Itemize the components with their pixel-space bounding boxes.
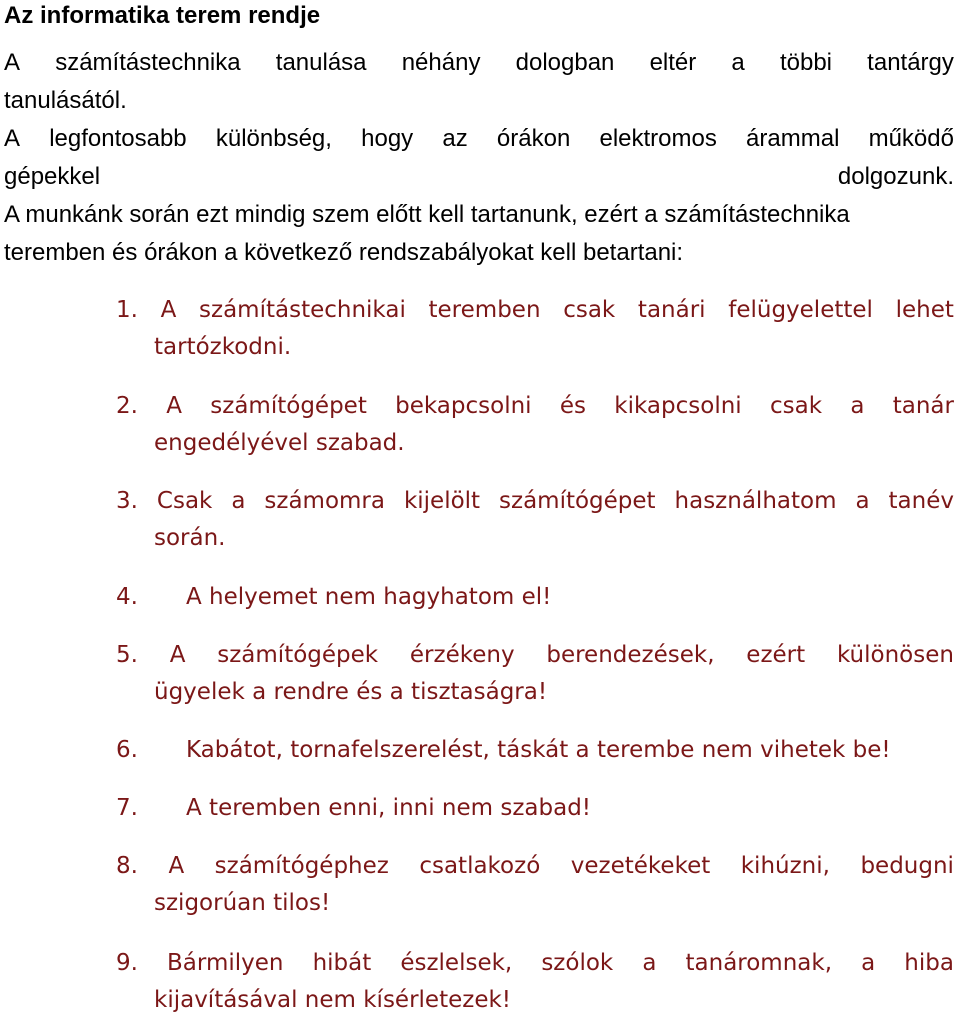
rule-word: lehet [895,297,954,323]
rule-word: észlelsek, [400,950,513,976]
intro-word: legfontosabb [49,125,187,152]
rule-word: tanév [888,488,954,514]
rule-word: tanáromnak, [685,950,833,976]
rule-word: tanári [637,297,706,323]
rule-word: érzékeny [409,642,515,668]
rule-item [116,579,954,616]
rule-item [116,637,954,711]
rule-word: A [160,297,177,323]
rule-number: 9. [116,950,138,976]
intro-word: órákon [496,125,571,152]
rule-word: csatlakozó [419,853,541,879]
rule-item [116,945,954,1019]
rule-text: Kabátot, tornafelszerelést, táskát a terembe nem vihetek be! [186,737,891,763]
rule-text: A teremben enni, inni nem szabad! [186,795,592,821]
rule-word: vezetékeket [570,853,711,879]
rule-item [116,483,954,557]
rule-word: hiba [904,950,954,976]
rule-first-line [116,483,954,520]
rule-item [116,732,954,769]
rule-number: 8. [116,853,138,879]
rule-word: és [559,393,586,419]
rule-word: kijelölt [403,488,481,514]
intro-word: dolgozunk. [837,163,954,190]
intro-word: a [731,49,745,76]
rule-word: A [169,642,186,668]
rule-word: kihúzni, [740,853,830,879]
intro-word: számítástechnika [55,49,241,76]
intro-word: tanulása [275,49,367,76]
intro-word: hogy [361,125,414,152]
rule-number: 7. [116,795,138,821]
intro-word: működő [868,125,954,152]
rule-word: a [855,488,870,514]
rule-continuation: szigorúan tilos! [154,890,331,916]
intro-line-5: A munkánk során ezt mindig szem előtt kell tartanunk, ezért a számítástechnika [4,201,850,228]
rule-word: számítógépet [499,488,656,514]
rule-item [116,848,954,922]
rule-word: felügyelettel [728,297,873,323]
rule-word: használhatom [674,488,837,514]
rule-number: 2. [116,393,138,419]
rule-word: szólok [541,950,614,976]
rule-item [116,292,954,366]
rule-first-line [116,637,954,674]
rule-first-line [116,945,954,982]
rule-word: számítástechnikai [199,297,406,323]
rule-continuation: ügyelek a rendre és a tisztaságra! [154,679,548,705]
intro-word: eltér [649,49,697,76]
rule-number: 5. [116,642,138,668]
rule-first-line [116,388,954,425]
rule-word: berendezések, [546,642,715,668]
rule-word: tanár [892,393,954,419]
rule-word: számítógéphez [214,853,389,879]
rule-number: 6. [116,737,138,763]
rule-number: 4. [116,584,138,610]
rule-word: A [166,393,182,419]
rule-word: ezért [746,642,806,668]
rule-word: a [861,950,876,976]
intro-word: árammal [746,125,840,152]
rule-word: csak [563,297,616,323]
rule-word: bedugni [860,853,954,879]
intro-word: elektromos [599,125,717,152]
rule-item [116,790,954,827]
rule-continuation: tartózkodni. [154,334,292,360]
rule-first-line [116,848,954,885]
rule-continuation: kijavításával nem kísérletezek! [154,987,512,1013]
intro-word: gépekkel [4,163,101,190]
intro-word: dologban [515,49,615,76]
rule-word: Csak [156,488,213,514]
rule-word: számítógépek [217,642,379,668]
rule-word: a [642,950,657,976]
rule-word: csak [769,393,823,419]
intro-word: néhány [401,49,481,76]
rule-word: hibát [312,950,372,976]
intro-word: különbség, [215,125,332,152]
rule-word: teremben [428,297,541,323]
rule-first-line [116,732,954,769]
intro-word: az [442,125,468,152]
rule-item [116,388,954,462]
rule-word: a [850,393,865,419]
rule-word: számomra [264,488,385,514]
rule-number: 3. [116,488,138,514]
rule-continuation: során. [154,525,226,551]
intro-line-6: teremben és órákon a következő rendszabályokat kell betartani: [4,239,684,266]
intro-word: A [4,49,21,76]
rule-word: bekapcsolni [395,393,532,419]
rule-number: 1. [116,297,138,323]
rule-continuation: engedélyével szabad. [154,430,405,456]
rule-first-line [116,579,954,616]
intro-word: többi [779,49,832,76]
rule-word: A [168,853,185,879]
rule-text: A helyemet nem hagyhatom el! [186,584,552,610]
rule-word: a [231,488,246,514]
rule-word: Bármilyen [167,950,284,976]
rule-word: számítógépet [210,393,367,419]
rule-first-line [116,790,954,827]
rule-word: különösen [836,642,954,668]
document-title: Az informatika terem rendje [4,2,321,29]
rule-word: kikapcsolni [614,393,742,419]
intro-line-2: tanulásától. [4,87,127,114]
intro-word: A [4,125,21,152]
rule-first-line [116,292,954,329]
intro-word: tantárgy [867,49,954,76]
